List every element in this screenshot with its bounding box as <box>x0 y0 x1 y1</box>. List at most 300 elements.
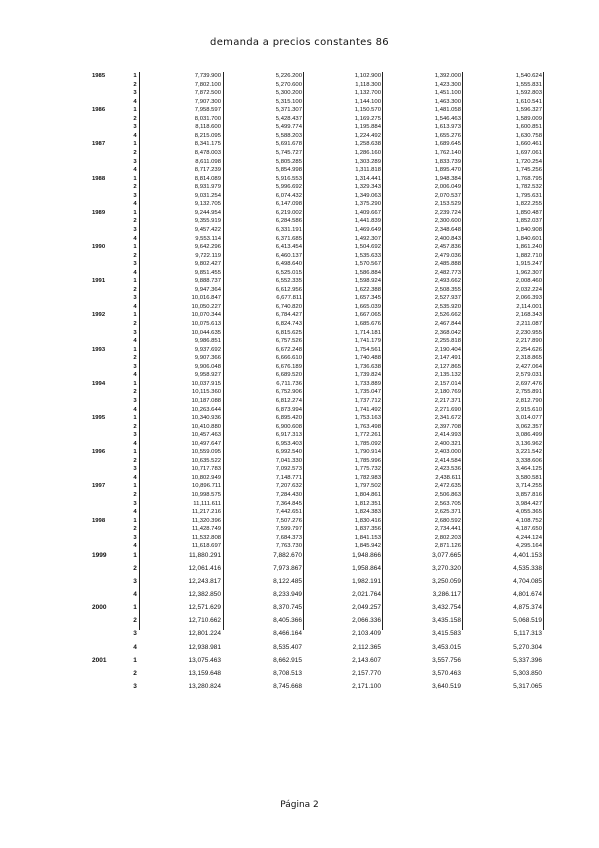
value-cell: 3,714.255 <box>515 483 542 490</box>
value-cell: 8,708.513 <box>273 669 302 677</box>
value-cell: 6,074.432 <box>275 192 302 199</box>
value-cell: 6,873.994 <box>275 406 302 413</box>
quarter-cell: 4 <box>133 167 137 174</box>
value-cell: 1,840.908 <box>515 226 542 233</box>
year-cell: 1997 <box>92 483 106 490</box>
quarter-cell: 1 <box>133 346 137 353</box>
value-cell: 6,525.015 <box>275 269 302 276</box>
value-cell: 5,226.200 <box>275 73 302 79</box>
value-cell: 5,270.600 <box>275 81 302 88</box>
value-cell: 1,492.307 <box>354 235 381 242</box>
value-cell: 7,882.670 <box>273 551 302 559</box>
table-divider-col5 <box>543 72 544 630</box>
value-cell: 2,008.460 <box>515 278 542 285</box>
value-cell: 5,270.304 <box>513 643 542 651</box>
value-cell: 7,973.867 <box>273 564 302 572</box>
value-cell: 2,871.126 <box>434 543 461 550</box>
value-cell: 1,824.383 <box>354 509 381 516</box>
value-cell: 2,680.592 <box>434 517 461 524</box>
quarter-cell: 4 <box>133 543 137 550</box>
quarter-cell: 4 <box>133 269 137 276</box>
value-cell: 9,986.851 <box>194 338 221 345</box>
value-cell: 2,697.476 <box>515 380 542 387</box>
quarter-cell: 2 <box>133 423 137 430</box>
value-cell: 2,157.014 <box>434 380 461 387</box>
value-cell: 1,740.488 <box>354 355 381 362</box>
value-cell: 5,745.727 <box>275 150 302 156</box>
value-cell: 9,802.427 <box>194 261 221 268</box>
value-cell: 2,414.584 <box>434 457 461 464</box>
quarter-cell: 3 <box>133 124 137 131</box>
value-cell: 4,535.338 <box>513 564 542 572</box>
value-cell: 1,785.092 <box>354 440 381 447</box>
value-cell: 1,600.851 <box>515 124 542 131</box>
value-cell: 12,243.817 <box>188 578 221 585</box>
value-cell: 9,355.919 <box>194 218 221 225</box>
value-cell: 10,802.949 <box>191 474 221 481</box>
value-cell: 6,953.403 <box>275 440 302 447</box>
value-cell: 9,244.954 <box>194 209 221 216</box>
value-cell: 2,157.770 <box>352 669 381 677</box>
value-cell: 2,066.393 <box>515 295 542 302</box>
quarter-cell: 4 <box>133 235 137 242</box>
value-cell: 10,635.522 <box>191 457 221 464</box>
value-cell: 5,428.437 <box>275 115 302 122</box>
value-cell: 2,457.836 <box>434 244 461 250</box>
value-cell: 2,508.355 <box>434 286 461 293</box>
quarter-cell: 2 <box>133 457 137 464</box>
value-cell: 6,824.743 <box>275 321 302 327</box>
quarter-cell: 1 <box>133 141 137 148</box>
quarter-cell: 3 <box>133 500 137 507</box>
quarter-cell: 1 <box>133 415 137 421</box>
value-cell: 1,481.058 <box>434 107 461 114</box>
value-cell: 1,850.487 <box>515 209 542 216</box>
year-cell: 1987 <box>92 141 106 148</box>
quarter-cell: 1 <box>133 380 137 387</box>
value-cell: 12,938.981 <box>188 643 221 651</box>
value-cell: 12,801.224 <box>188 630 221 638</box>
value-cell: 2,103.409 <box>352 630 381 638</box>
quarter-cell: 1 <box>133 278 137 285</box>
value-cell: 8,478.003 <box>194 150 221 156</box>
value-cell: 3,077.665 <box>432 551 461 559</box>
value-cell: 3,857.816 <box>515 492 542 498</box>
value-cell: 1,118.300 <box>355 81 381 88</box>
value-cell: 10,070.344 <box>191 312 221 319</box>
value-cell: 1,329.343 <box>354 184 381 191</box>
value-cell: 8,662.915 <box>273 656 302 664</box>
value-cell: 2,482.773 <box>434 269 461 276</box>
quarter-cell: 1 <box>133 312 137 319</box>
value-cell: 1,375.290 <box>354 201 381 208</box>
year-cell: 1998 <box>92 517 106 524</box>
value-cell: 2,506.863 <box>434 492 461 498</box>
value-cell: 1,895.470 <box>434 167 461 174</box>
value-cell: 8,931.979 <box>194 184 221 191</box>
value-cell: 10,457.463 <box>191 432 221 439</box>
value-cell: 8,814.089 <box>194 175 221 182</box>
value-cell: 1,948.866 <box>352 551 381 559</box>
value-cell: 8,745.668 <box>273 682 302 690</box>
value-cell: 2,230.955 <box>515 329 542 336</box>
value-cell: 7,739.900 <box>194 73 221 79</box>
value-cell: 3,435.158 <box>432 617 461 625</box>
quarter-cell: 2 <box>133 81 137 88</box>
value-cell: 2,579.031 <box>515 372 542 379</box>
value-cell: 6,917.313 <box>275 432 302 439</box>
value-cell: 8,717.239 <box>194 167 221 174</box>
quarter-cell: 4 <box>133 372 137 379</box>
value-cell: 7,364.845 <box>275 500 302 507</box>
value-cell: 2,066.336 <box>352 617 381 625</box>
value-cell: 13,075.463 <box>188 656 221 664</box>
value-cell: 1,303.289 <box>354 158 381 165</box>
value-cell: 5,854.998 <box>275 167 302 174</box>
year-cell: 1992 <box>92 312 106 319</box>
value-cell: 3,062.357 <box>515 423 542 430</box>
quarter-cell: 3 <box>133 295 137 302</box>
value-cell: 10,998.575 <box>191 492 221 498</box>
value-cell: 4,244.124 <box>515 534 542 541</box>
value-cell: 1,741.179 <box>354 338 381 345</box>
value-cell: 6,815.625 <box>275 329 302 336</box>
value-cell: 1,589.009 <box>515 115 542 122</box>
value-cell: 5,691.678 <box>275 141 302 148</box>
value-cell: 3,136.962 <box>515 440 542 447</box>
quarter-cell: 2 <box>133 492 137 498</box>
value-cell: 2,734.441 <box>434 526 461 533</box>
quarter-cell: 2 <box>133 286 137 293</box>
value-cell: 6,900.608 <box>275 423 302 430</box>
quarter-cell: 1 <box>133 551 137 559</box>
value-cell: 9,888.737 <box>194 278 221 285</box>
value-cell: 6,219.002 <box>275 209 302 216</box>
value-cell: 2,526.662 <box>434 312 461 319</box>
value-cell: 1,311.818 <box>355 167 381 174</box>
value-cell: 2,180.769 <box>434 389 461 396</box>
value-cell: 4,704.085 <box>513 578 542 585</box>
value-cell: 1,535.633 <box>354 252 381 259</box>
value-cell: 5,303.850 <box>513 669 542 677</box>
value-cell: 8,405.366 <box>273 617 302 625</box>
value-cell: 3,984.427 <box>515 500 542 507</box>
value-cell: 1,841.153 <box>354 534 381 541</box>
value-cell: 1,962.307 <box>515 269 542 276</box>
year-cell: 2000 <box>92 604 107 612</box>
quarter-cell: 1 <box>133 449 137 456</box>
value-cell: 1,697.061 <box>515 150 542 156</box>
quarter-cell: 2 <box>133 526 137 533</box>
value-cell: 2,021.764 <box>352 591 381 599</box>
value-cell: 5,117.313 <box>513 630 542 638</box>
quarter-cell: 2 <box>133 115 137 122</box>
value-cell: 1,258.638 <box>354 141 381 148</box>
value-cell: 1,132.700 <box>354 90 381 97</box>
value-cell: 2,467.844 <box>434 321 461 327</box>
value-cell: 1,195.884 <box>354 124 381 131</box>
quarter-cell: 3 <box>133 363 137 370</box>
year-cell: 1989 <box>92 209 106 216</box>
value-cell: 1,812.351 <box>354 500 381 507</box>
quarter-cell: 4 <box>133 406 137 413</box>
value-cell: 3,286.117 <box>432 591 461 599</box>
value-cell: 7,958.597 <box>194 107 221 114</box>
value-cell: 1,102.900 <box>354 73 381 79</box>
value-cell: 2,143.607 <box>352 656 381 664</box>
quarter-cell: 4 <box>133 509 137 516</box>
value-cell: 1,775.732 <box>354 466 381 473</box>
value-cell: 1,622.388 <box>354 286 381 293</box>
quarter-cell: 2 <box>133 669 137 677</box>
value-cell: 1,790.914 <box>354 449 381 456</box>
value-cell: 1,795.631 <box>515 192 542 199</box>
value-cell: 1,598.924 <box>354 278 381 285</box>
value-cell: 2,438.611 <box>435 474 461 481</box>
value-cell: 5,068.519 <box>513 617 542 625</box>
value-cell: 1,144.100 <box>354 98 381 105</box>
value-cell: 13,159.648 <box>188 669 221 677</box>
quarter-cell: 3 <box>133 630 137 638</box>
value-cell: 8,215.095 <box>194 132 221 139</box>
year-cell: 1985 <box>92 73 106 79</box>
value-cell: 1,840.601 <box>515 235 542 242</box>
value-cell: 5,916.553 <box>275 175 302 182</box>
value-cell: 3,014.077 <box>515 415 542 421</box>
value-cell: 10,717.783 <box>191 466 221 473</box>
value-cell: 8,341.175 <box>194 141 221 148</box>
value-cell: 8,466.164 <box>273 630 302 638</box>
value-cell: 2,535.920 <box>434 303 461 310</box>
value-cell: 10,016.847 <box>191 295 221 302</box>
value-cell: 9,031.254 <box>194 192 221 199</box>
value-cell: 4,875.374 <box>513 604 542 612</box>
value-cell: 4,401.153 <box>513 551 542 559</box>
value-cell: 9,947.364 <box>194 286 221 293</box>
value-cell: 1,314.441 <box>354 175 381 182</box>
value-cell: 10,037.915 <box>191 380 221 387</box>
quarter-cell: 4 <box>133 201 137 208</box>
value-cell: 5,371.307 <box>275 107 302 114</box>
value-cell: 1,586.884 <box>354 269 381 276</box>
value-cell: 1,852.037 <box>515 218 542 225</box>
quarter-cell: 4 <box>133 98 137 105</box>
year-cell: 1993 <box>92 346 106 353</box>
quarter-cell: 3 <box>133 329 137 336</box>
value-cell: 1,753.163 <box>354 415 381 421</box>
table-divider-col4 <box>462 72 463 630</box>
value-cell: 2,485.888 <box>434 261 461 268</box>
value-cell: 8,611.098 <box>195 158 221 165</box>
value-cell: 10,115.360 <box>191 389 221 396</box>
value-cell: 3,250.059 <box>432 578 461 585</box>
quarter-cell: 4 <box>133 643 137 651</box>
quarter-cell: 3 <box>133 578 137 585</box>
value-cell: 10,497.647 <box>191 440 221 447</box>
value-cell: 1,610.541 <box>515 98 542 105</box>
value-cell: 4,108.752 <box>515 517 542 524</box>
value-cell: 1,392.000 <box>434 73 461 79</box>
value-cell: 1,772.261 <box>354 432 381 439</box>
value-cell: 2,397.708 <box>434 423 461 430</box>
value-cell: 1,570.567 <box>354 261 381 268</box>
value-cell: 9,132.705 <box>194 201 221 208</box>
value-cell: 1,630.758 <box>515 132 542 139</box>
value-cell: 13,280.824 <box>188 682 221 690</box>
value-cell: 1,423.300 <box>434 81 461 88</box>
table-row <box>0 603 599 612</box>
value-cell: 2,255.818 <box>434 338 461 345</box>
year-cell: 1995 <box>92 415 106 421</box>
value-cell: 2,114.001 <box>516 303 542 310</box>
value-cell: 7,684.373 <box>275 534 302 541</box>
value-cell: 4,801.674 <box>513 591 542 599</box>
page-number: Página 2 <box>280 800 319 810</box>
value-cell: 6,992.540 <box>275 449 302 456</box>
value-cell: 1,409.667 <box>354 209 381 216</box>
value-cell: 3,570.463 <box>432 669 461 677</box>
value-cell: 6,677.811 <box>276 295 302 302</box>
table-row <box>0 616 599 625</box>
value-cell: 2,147.491 <box>434 355 461 362</box>
value-cell: 9,906.048 <box>194 363 221 370</box>
value-cell: 11,217.216 <box>191 509 221 516</box>
value-cell: 12,382.850 <box>188 591 221 599</box>
value-cell: 7,872.500 <box>194 90 221 97</box>
year-cell: 1991 <box>92 278 106 285</box>
value-cell: 3,432.754 <box>432 604 461 612</box>
value-cell: 6,689.520 <box>275 372 302 379</box>
value-cell: 2,049.257 <box>352 604 381 612</box>
value-cell: 8,031.700 <box>194 115 221 122</box>
value-cell: 6,666.610 <box>275 355 302 362</box>
value-cell: 1,224.492 <box>354 132 381 139</box>
value-cell: 7,442.651 <box>275 509 302 516</box>
value-cell: 1,463.300 <box>434 98 461 105</box>
value-cell: 2,527.937 <box>434 295 461 302</box>
value-cell: 5,996.692 <box>275 184 302 191</box>
value-cell: 1,948.384 <box>434 175 461 182</box>
year-cell: 1988 <box>92 175 106 182</box>
value-cell: 6,672.248 <box>275 346 302 353</box>
quarter-cell: 3 <box>133 397 137 404</box>
value-cell: 1,685.676 <box>354 321 381 327</box>
quarter-cell: 3 <box>133 192 137 199</box>
quarter-cell: 3 <box>133 90 137 97</box>
value-cell: 1,754.561 <box>354 346 381 353</box>
value-cell: 7,041.330 <box>275 457 302 464</box>
value-cell: 2,348.648 <box>434 226 461 233</box>
value-cell: 1,735.047 <box>354 389 381 396</box>
value-cell: 3,221.542 <box>515 449 542 456</box>
value-cell: 10,410.880 <box>191 423 221 430</box>
value-cell: 1,845.942 <box>354 543 381 550</box>
quarter-cell: 4 <box>133 338 137 345</box>
value-cell: 10,187.088 <box>191 397 221 404</box>
quarter-cell: 4 <box>133 132 137 139</box>
value-cell: 2,812.790 <box>515 397 542 404</box>
value-cell: 11,618.697 <box>191 543 221 550</box>
value-cell: 5,499.774 <box>275 124 302 131</box>
value-cell: 1,822.255 <box>515 201 542 208</box>
value-cell: 1,657.345 <box>354 295 381 302</box>
value-cell: 6,784.427 <box>275 312 302 319</box>
value-cell: 1,837.356 <box>354 526 381 533</box>
year-cell: 1990 <box>92 244 106 250</box>
value-cell: 7,763.730 <box>275 543 302 550</box>
quarter-cell: 2 <box>133 389 137 396</box>
value-cell: 3,640.519 <box>432 682 461 690</box>
quarter-cell: 1 <box>133 483 137 490</box>
value-cell: 3,415.583 <box>432 630 461 638</box>
value-cell: 1,797.502 <box>354 483 381 490</box>
value-cell: 10,559.095 <box>191 449 221 456</box>
value-cell: 9,457.422 <box>194 226 221 233</box>
value-cell: 1,982.191 <box>352 578 381 585</box>
value-cell: 1,660.461 <box>515 141 542 148</box>
value-cell: 11,880.291 <box>188 551 221 559</box>
value-cell: 10,050.227 <box>191 303 221 310</box>
value-cell: 9,851.455 <box>194 269 221 276</box>
value-cell: 8,233.949 <box>273 591 302 599</box>
value-cell: 2,493.662 <box>434 278 461 285</box>
value-cell: 5,805.285 <box>275 158 302 165</box>
value-cell: 2,414.993 <box>434 432 461 439</box>
year-cell: 1999 <box>92 551 107 559</box>
value-cell: 2,239.724 <box>434 209 461 216</box>
value-cell: 2,217.890 <box>515 338 542 345</box>
value-cell: 3,453.015 <box>432 643 461 651</box>
value-cell: 6,413.454 <box>275 244 302 250</box>
value-cell: 1,592.803 <box>515 90 542 97</box>
value-cell: 6,812.274 <box>275 397 302 404</box>
value-cell: 4,187.650 <box>515 526 542 533</box>
value-cell: 8,370.745 <box>273 604 302 612</box>
value-cell: 9,642.296 <box>194 244 221 250</box>
value-cell: 2,479.036 <box>434 252 461 259</box>
value-cell: 6,284.586 <box>275 218 302 225</box>
table-divider-col1 <box>223 72 224 630</box>
value-cell: 6,676.189 <box>275 363 302 370</box>
quarter-cell: 3 <box>133 261 137 268</box>
value-cell: 1,804.861 <box>354 492 381 498</box>
value-cell: 2,168.343 <box>515 312 542 319</box>
value-cell: 2,427.064 <box>515 363 542 370</box>
year-cell: 1986 <box>92 107 106 114</box>
value-cell: 5,315.100 <box>275 98 302 105</box>
value-cell: 3,270.320 <box>432 564 461 572</box>
quarter-cell: 2 <box>133 184 137 191</box>
year-cell: 1996 <box>92 449 106 456</box>
quarter-cell: 4 <box>133 474 137 481</box>
table-divider-quarter <box>139 72 140 630</box>
quarter-cell: 4 <box>133 303 137 310</box>
value-cell: 7,507.276 <box>275 517 302 524</box>
value-cell: 1,441.839 <box>354 218 381 225</box>
value-cell: 3,086.499 <box>515 432 542 439</box>
value-cell: 2,563.705 <box>434 500 461 507</box>
value-cell: 8,122.485 <box>273 578 302 585</box>
value-cell: 1,915.247 <box>515 261 542 268</box>
page-title: demanda a precios constantes 86 <box>210 37 389 48</box>
quarter-cell: 2 <box>133 321 137 327</box>
value-cell: 2,802.203 <box>434 534 461 541</box>
value-cell: 6,612.956 <box>275 286 302 293</box>
value-cell: 6,552.335 <box>275 278 302 285</box>
value-cell: 5,300.200 <box>275 90 302 97</box>
value-cell: 2,217.371 <box>434 397 461 404</box>
quarter-cell: 1 <box>133 107 137 114</box>
